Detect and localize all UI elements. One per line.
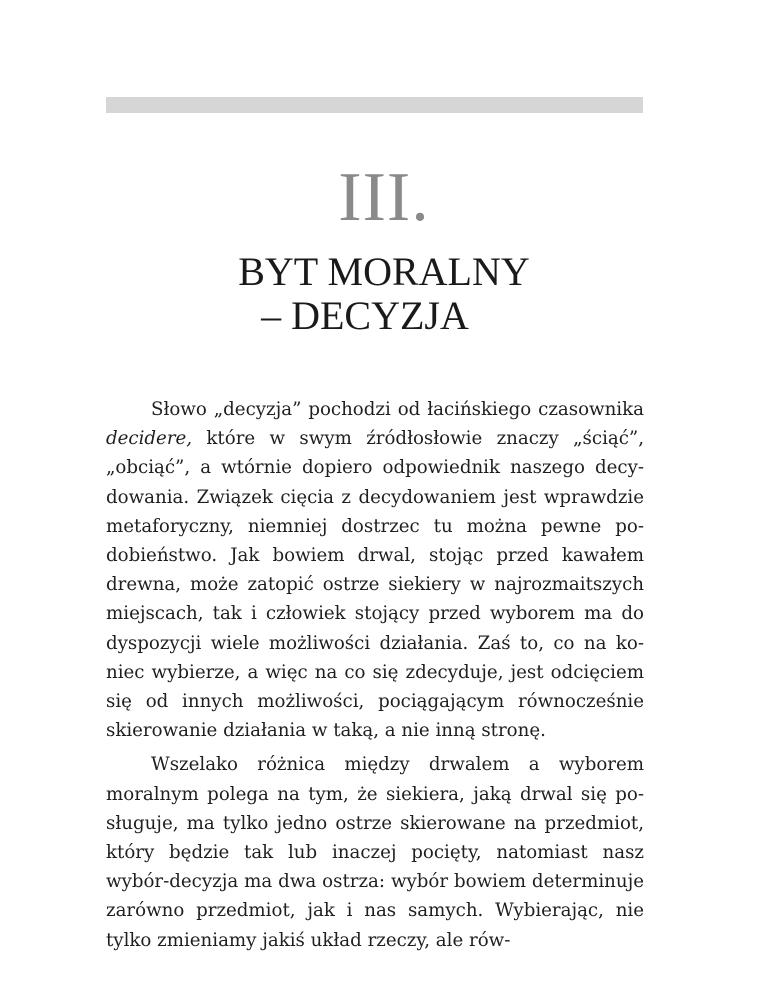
header-rule [106, 97, 643, 113]
paragraph-1-rest: które w swym źródłosłowie znaczy „ściąć”, „obciąć”, a wtórnie dopiero odpowiednik naszego decydowania. Związek cięcia z decydowaniem jest wprawdzie metaforyczny, niemniej dostrzec tu można pewne podobieństwo. Jak bowiem drwal, stojąc przed kawałem drewna, może zatopić ostrze siekiery w najrozmaitszych miejscach, tak i człowiek stojący przed wyborem ma do dyspozycji wiele możliwości działania. Zaś to, co na koniec wybierze, a więc na co się zdecyduje, jest odcięciem się od innych możliwości, pociągającym równocześnie skierowanie działania w taką, a nie inną stronę. [106, 428, 644, 742]
paragraph-1 [106, 395, 644, 745]
chapter-title-line-2: – DECYZJA [261, 293, 469, 338]
body-text [106, 395, 644, 955]
paragraph-2: Wszelako różnica między drwalem a wyborem moralnym polega na tym, że siekiera, jaką drwal się posługuje, ma tylko jedno ostrze skierowane na przedmiot, który będzie tak lub inaczej pocięty, natomiast nasz wybór-decyzja ma dwa ostrza: wybór bowiem determinuje zarówno przedmiot, jak i nas samych. Wybierając, nie tylko zmieniamy jakiś układ rzeczy, ale rów- [106, 754, 644, 951]
chapter-title-line-1: BYT MORALNY [238, 249, 530, 294]
chapter-title [0, 250, 768, 338]
paragraph-1-lead: Słowo „decyzja” pochodzi od łacińskiego czasownika [151, 399, 644, 420]
latin-term: decidere, [106, 428, 193, 450]
chapter-number: III. [338, 159, 430, 236]
